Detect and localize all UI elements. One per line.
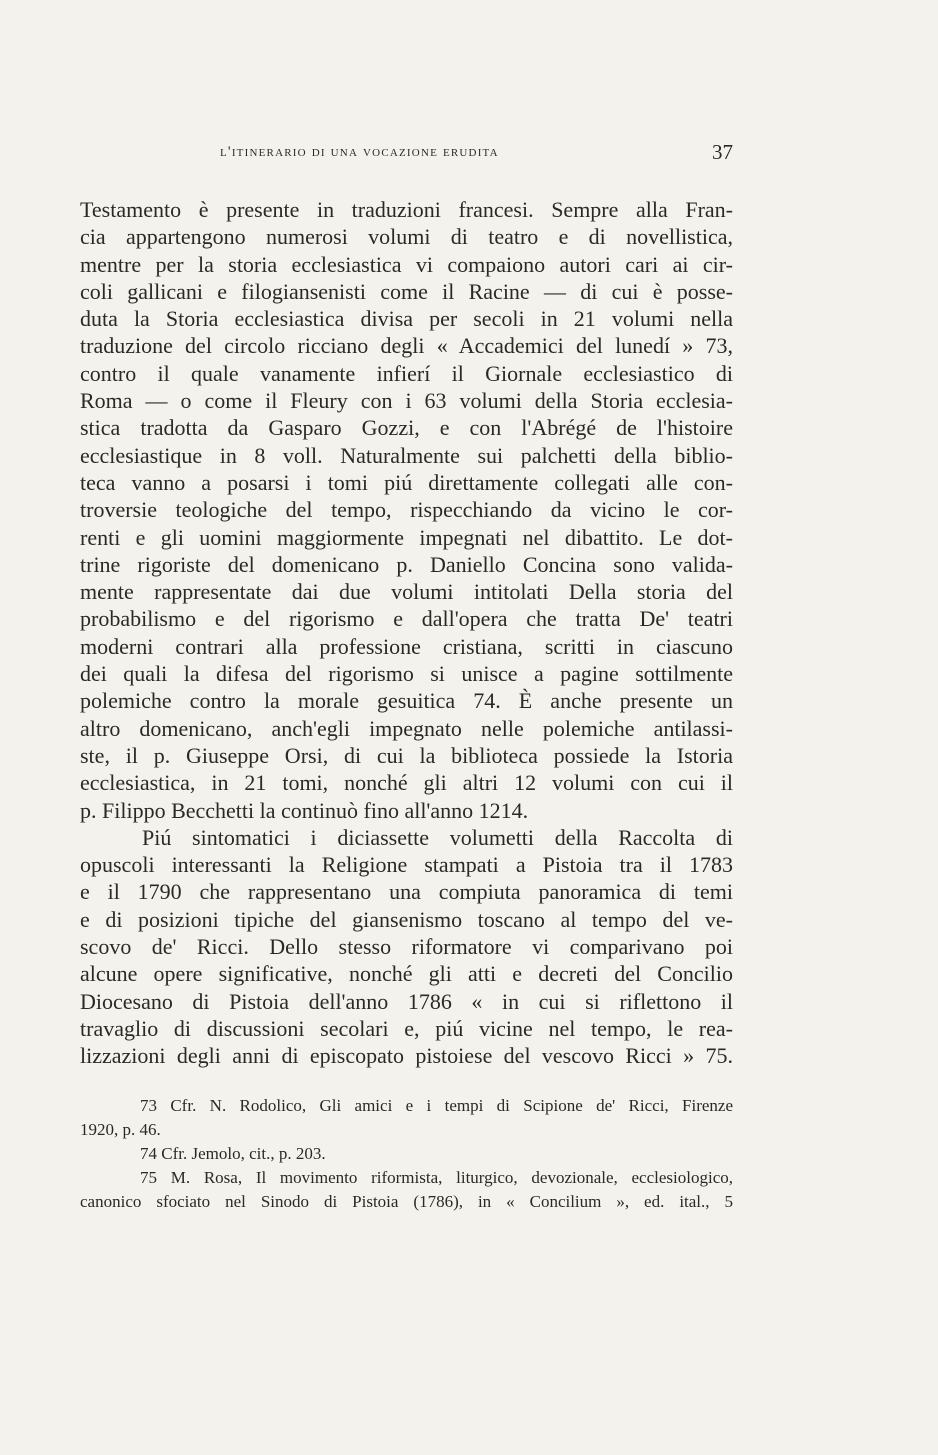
text-line: Testamento è presente in traduzioni francesi. Sempre alla Fran-: [80, 197, 733, 222]
text-line: moderni contrari alla professione cristiana, scritti in ciascuno: [80, 633, 733, 659]
text-line: ecclesiastica, in 21 tomi, nonché gli altri 12 volumi con cui il: [80, 770, 733, 796]
text-line: mentre per la storia ecclesiastica vi compaiono autori cari ai cir-: [80, 251, 733, 277]
footnote-74: 74 Cfr. Jemolo, cit., p. 203.: [140, 1144, 326, 1163]
text-line: p. Filippo Becchetti la continuò fino all'anno 1214.: [80, 797, 529, 823]
text-line: contro il quale vanamente infierí il Giornale ecclesiastico di: [80, 360, 733, 386]
text-line: duta la Storia ecclesiastica divisa per secoli in 21 volumi nella: [80, 306, 733, 332]
text-line: altro domenicano, anch'egli impegnato nelle polemiche antilassi-: [80, 715, 733, 741]
text-line: scovo de' Ricci. Dello stesso riformatore vi comparivano poi: [80, 934, 733, 960]
text-line: Piú sintomatici i diciassette volumetti della Raccolta di: [142, 824, 733, 850]
footnotes: [80, 1094, 733, 1214]
text-line: coli gallicani e filogiansenisti come il Racine — di cui è posse-: [80, 278, 733, 304]
text-line: alcune opere significative, nonché gli atti e decreti del Concilio: [80, 961, 733, 987]
text-line: renti e gli uomini maggiormente impegnati nel dibattito. Le dot-: [80, 524, 733, 550]
text-line: travaglio di discussioni secolari e, piú vicine nel tempo, le rea-: [80, 1015, 733, 1041]
text-line: lizzazioni degli anni di episcopato pistoiese del vescovo Ricci » 75.: [80, 1043, 733, 1069]
text-line: mente rappresentate dai due volumi intitolati Della storia del: [80, 579, 733, 605]
text-line: stica tradotta da Gasparo Gozzi, e con l'Abrégé de l'histoire: [80, 415, 733, 441]
text-line: probabilismo e del rigorismo e dall'opera che tratta De' teatri: [80, 606, 733, 632]
text-line: opuscoli interessanti la Religione stampati a Pistoia tra il 1783: [80, 852, 733, 878]
footnote-75-continued: canonico sfociato nel Sinodo di Pistoia (1786), in « Concilium », ed. ital., 5: [80, 1192, 733, 1211]
page-number: 37: [712, 140, 733, 164]
text-line: Roma — o come il Fleury con i 63 volumi della Storia ecclesia-: [80, 388, 733, 414]
text-line: teca vanno a posarsi i tomi piú direttamente collegati alle con-: [80, 469, 733, 495]
text-line: trine rigoriste del domenicano p. Daniello Concina sono valida-: [80, 551, 733, 577]
running-title: l'itinerario di una vocazione erudita: [220, 144, 499, 160]
footnote-73: 73 Cfr. N. Rodolico, Gli amici e i tempi di Scipione de' Ricci, Firenze: [140, 1096, 733, 1115]
text-line: ste, il p. Giuseppe Orsi, di cui la biblioteca possiede la Istoria: [80, 742, 733, 768]
body-text: [80, 196, 733, 1070]
text-line: e di posizioni tipiche del giansenismo toscano al tempo del ve-: [80, 906, 733, 932]
text-line: e il 1790 che rappresentano una compiuta panoramica di temi: [80, 879, 733, 905]
text-line: troversie teologiche del tempo, rispecchiando da vicino le cor-: [80, 497, 733, 523]
text-line: traduzione del circolo ricciano degli « Accademici del lunedí » 73,: [80, 333, 733, 359]
footnote-75: 75 M. Rosa, Il movimento riformista, liturgico, devozionale, ecclesiologico,: [140, 1168, 733, 1187]
text-line: ecclesiastique in 8 voll. Naturalmente sui palchetti della biblio-: [80, 442, 733, 468]
text-line: Diocesano di Pistoia dell'anno 1786 « in cui si riflettono il: [80, 988, 733, 1014]
text-line: cia appartengono numerosi volumi di teatro e di novellistica,: [80, 224, 733, 250]
footnote-73-continued: 1920, p. 46.: [80, 1120, 161, 1139]
text-line: polemiche contro la morale gesuitica 74. È anche presente un: [80, 688, 733, 714]
running-head: [80, 140, 733, 168]
text-line: dei quali la difesa del rigorismo si unisce a pagine sottilmente: [80, 661, 733, 687]
